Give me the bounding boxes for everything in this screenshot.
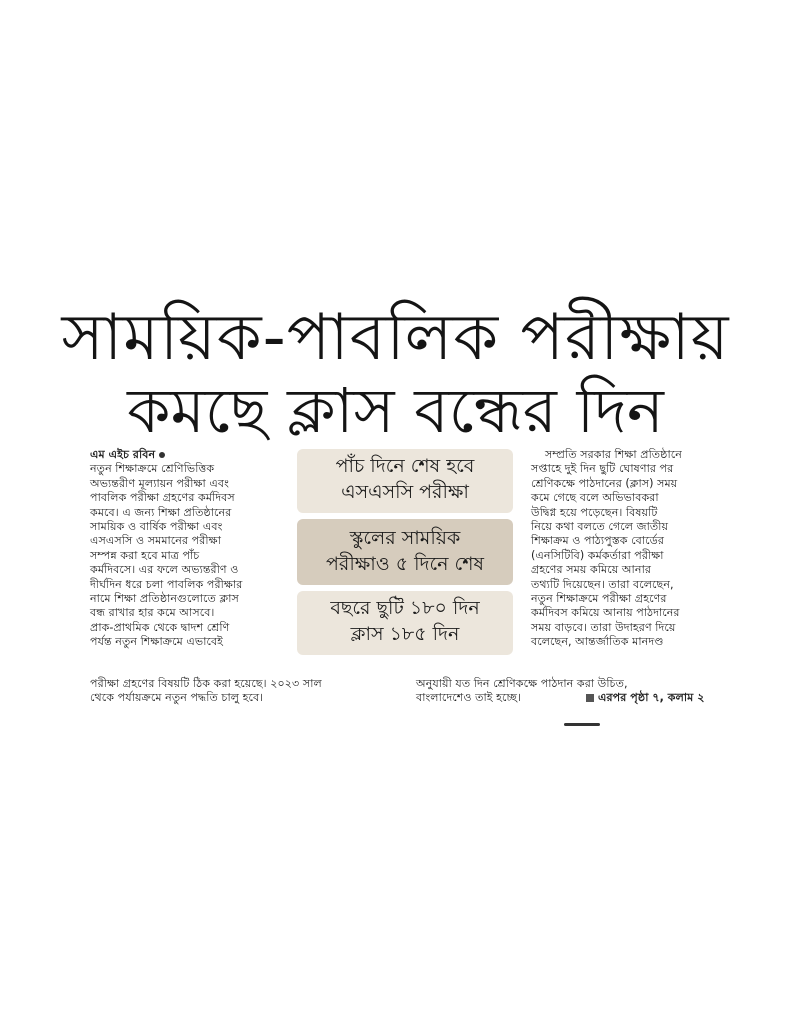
right-column [531, 448, 719, 650]
text-line: সম্পন্ন করা হবে মাত্র পাঁচ [90, 548, 200, 562]
bullet-icon [159, 452, 165, 458]
text-line: পাবলিক পরীক্ষা গ্রহণের কর্মদিবস [90, 491, 235, 505]
text-line: কমবে। এ জন্য শিক্ষা প্রতিষ্ঠানের [90, 505, 232, 519]
text-line: অভ্যন্তরীণ মূল্যায়ন পরীক্ষা এবং [90, 476, 229, 490]
highlight-line: পাঁচ দিনে শেষ হবে [335, 455, 475, 477]
text-line: সপ্তাহে দুই দিন ছুটি ঘোষণার পর [531, 462, 674, 476]
text-line: তথ্যটি দিয়েছেন। তারা বলেছেন, [531, 577, 674, 591]
text-line: শিক্ষাক্রম ও পাঠ্যপুস্তক বোর্ডের [531, 534, 665, 548]
highlight-line: এসএসসি পরীক্ষা [341, 481, 469, 503]
byline-text: এম এইচ রবিন [90, 448, 156, 461]
bottom-text-line: থেকে পর্যায়ক্রমে নতুন পদ্ধতি চালু হবে। [90, 691, 264, 704]
text-line: সম্প্রতি সরকার শিক্ষা প্রতিষ্ঠানে [545, 448, 682, 461]
text-line: (এনসিটিবি) কর্মকর্তারা পরীক্ষা [531, 548, 664, 562]
highlight-box-school-exam [297, 519, 513, 585]
text-line: এসএসসি ও সমমানের পরীক্ষা [90, 534, 221, 548]
highlight-box-ssc [297, 449, 513, 513]
clipped-text-fragment [564, 723, 600, 726]
text-line: প্রাক-প্রাথমিক থেকে দ্বাদশ শ্রেণি [90, 620, 230, 634]
text-line: সাময়িক ও বার্ষিক পরীক্ষা এবং [90, 520, 223, 534]
text-line: নতুন শিক্ষাক্রমে পরীক্ষা গ্রহণের [531, 592, 667, 606]
headline-line-1: সাময়িক-পাবলিক পরীক্ষায় [61, 301, 730, 375]
highlight-line: ক্লাস ১৮৫ দিন [350, 623, 460, 645]
text-line: নামে শিক্ষা প্রতিষ্ঠানগুলোতে ক্লাস [90, 592, 239, 606]
continued-note [586, 691, 705, 705]
text-line: পর্যন্ত নতুন শিক্ষাক্রমে এভাবেই [90, 635, 223, 649]
bottom-text-line: অনুযায়ী যত দিন শ্রেণিকক্ষে পাঠদান করা উচিত, [416, 677, 628, 690]
bottom-text-line: পরীক্ষা গ্রহণের বিষয়টি ঠিক করা হয়েছে। ২০২৩ সাল [90, 677, 322, 690]
text-line: নিয়ে কথা বলতে গেলে জাতীয় [531, 520, 669, 534]
left-column [90, 448, 286, 650]
highlight-line: বছরে ছুটি ১৮০ দিন [330, 597, 480, 619]
text-line: কর্মদিবস কমিয়ে আনায় পাঠদানের [531, 606, 680, 620]
text-line: গ্রহণের সময় কমিয়ে আনার [531, 563, 651, 577]
highlight-line: পরীক্ষাও ৫ দিনে শেষ [326, 553, 484, 575]
text-line: কর্মদিবসে। এর ফলে অভ্যন্তরীণ ও [90, 563, 239, 577]
text-line: শ্রেণিকক্ষে পাঠদানের (ক্লাস) সময় [531, 476, 678, 490]
highlight-line: স্কুলের সাময়িক [349, 527, 461, 549]
highlight-box-holidays [297, 591, 513, 655]
text-line: কমে গেছে বলে অভিভাবকরা [531, 491, 659, 505]
byline [90, 448, 286, 462]
text-line: উদ্বিগ্ন হয়ে পড়েছেন। বিষয়টি [531, 505, 658, 519]
text-line: বন্ধ রাখার হার কমে আসবে। [90, 606, 215, 620]
text-line: নতুন শিক্ষাক্রমে শ্রেণিভিত্তিক [90, 462, 215, 476]
continued-text: এরপর পৃষ্ঠা ৭, কলাম ২ [598, 691, 705, 704]
square-bullet-icon [586, 694, 594, 702]
text-line: দীর্ঘদিন ধরে চলা পাবলিক পরীক্ষার [90, 577, 243, 591]
text-line: সময় বাড়বে। তারা উদাহরণ দিয়ে [531, 620, 676, 634]
headline-line-2: কমছে ক্লাস বন্ধের দিন [127, 374, 664, 447]
bottom-text-line: বাংলাদেশেও তাই হচ্ছে। [416, 691, 522, 704]
text-line: বলেছেন, আন্তর্জাতিক মানদণ্ড [531, 635, 664, 649]
